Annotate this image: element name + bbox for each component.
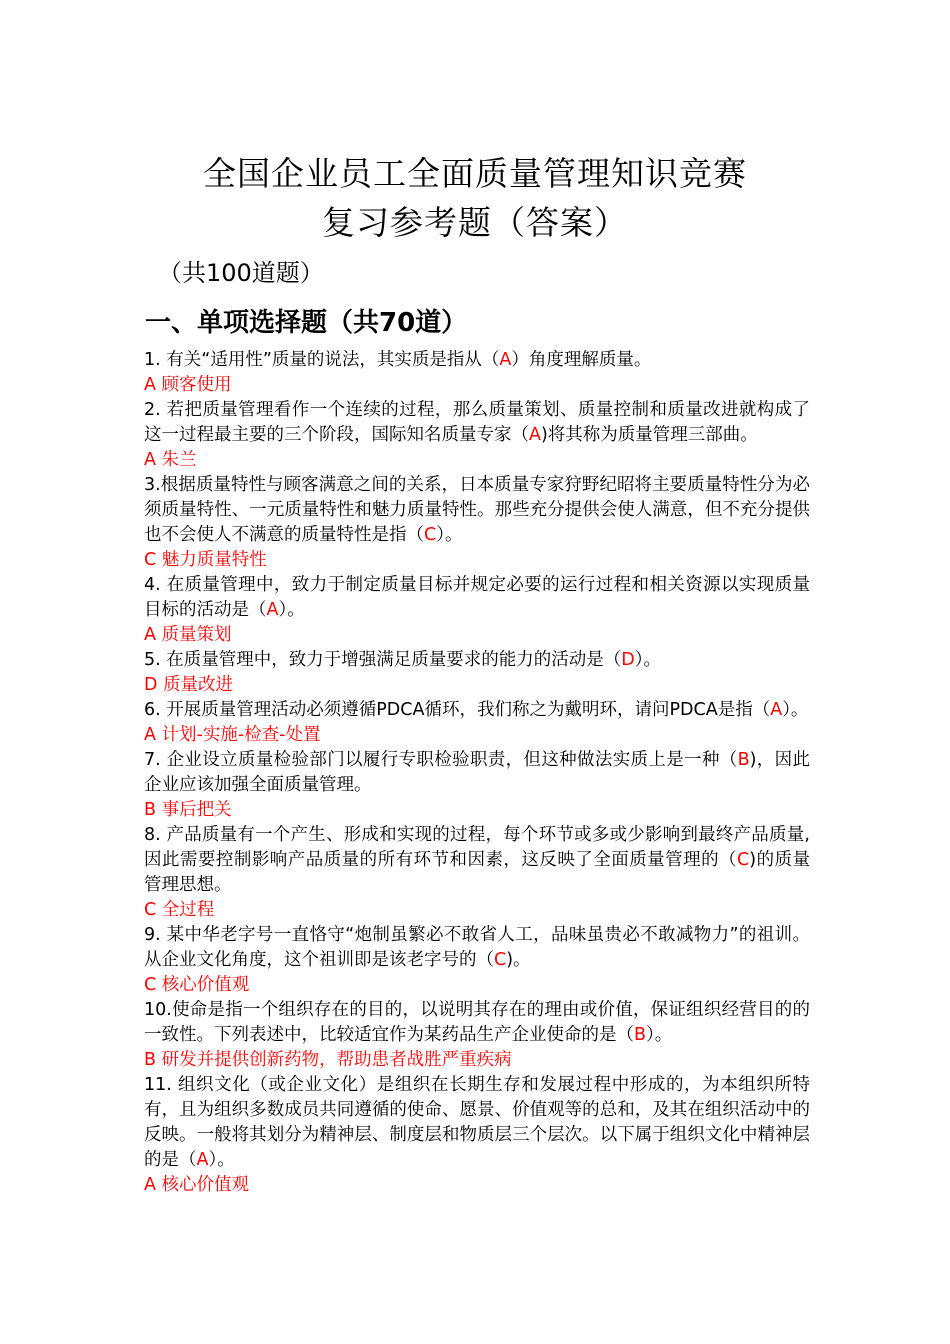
question-8: 8. 产品质量有一个产生、形成和实现的过程，每个环节或多或少影响到最终产品质量,因此需要控制影响产品质量的所有环节和因素，这反映了全面质量管理的（C)的质量管理思想。: [144, 825, 811, 895]
question-total: （共100道题）: [158, 259, 324, 287]
question-11: 11. 组织文化（或企业文化）是组织在长期生存和发展过程中形成的，为本组织所特有，且为组织多数成员共同遵循的使命、愿景、价值观等的总和，及其在组织活动中的反映。一般将其划分为精神层、制度层和物质层三个层次。以下属于组织文化中精神层的是（A）。: [144, 1075, 810, 1170]
answer-3: C 魅力质量特性: [144, 550, 267, 570]
answer-mark: A: [266, 600, 279, 620]
question-list: [144, 348, 810, 1198]
answer-5: D 质量改进: [144, 675, 234, 695]
answer-mark: B: [737, 750, 750, 770]
question-10: 10.使命是指一个组织存在的目的，以说明其存在的理由或价值，保证组织经营目的的一致性。下列表述中，比较适宜作为某药品生产企业使命的是（B）。: [144, 1000, 810, 1045]
answer-10: B 研发并提供创新药物，帮助患者战胜严重疾病: [144, 1050, 512, 1070]
question-5: 5. 在质量管理中，致力于增强满足质量要求的能力的活动是（D）。: [144, 650, 661, 670]
question-9: 9. 某中华老字号一直恪守“炮制虽繁必不敢省人工，品味虽贵必不敢减物力”的祖训。从企业文化角度，这个祖训即是该老字号的（C)。: [144, 925, 810, 970]
answer-mark: B: [634, 1025, 647, 1045]
answer-mark: C: [424, 525, 437, 545]
question-4: 4. 在质量管理中，致力于制定质量目标并规定必要的运行过程和相关资源以实现质量目标的活动是（A）。: [144, 575, 810, 620]
question-6: 6. 开展质量管理活动必须遵循PDCA循环，我们称之为戴明环，请问PDCA是指（A）。: [144, 700, 809, 720]
answer-2: A 朱兰: [144, 450, 197, 470]
question-2: 2. 若把质量管理看作一个连续的过程，那么质量策划、质量控制和质量改进就构成了这一过程最主要的三个阶段，国际知名质量专家（A)将其称为质量管理三部曲。: [144, 400, 810, 445]
answer-8: C 全过程: [144, 900, 215, 920]
question-3: 3.根据质量特性与顾客满意之间的关系，日本质量专家狩野纪昭将主要质量特性分为必须质量特性、一元质量特性和魅力质量特性。那些充分提供会使人满意，但不充分提供也不会使人不满意的质量特性是指（C）。: [144, 475, 810, 545]
answer-mark: D: [621, 650, 635, 670]
doc-title-line2: 复习参考题（答案）: [322, 203, 628, 242]
answer-1: A 顾客使用: [144, 375, 232, 395]
answer-mark: C: [494, 950, 507, 970]
answer-6: A 计划-实施-检查-处置: [144, 725, 321, 745]
answer-mark: A: [529, 425, 541, 445]
answer-mark: A: [196, 1150, 209, 1170]
answer-7: B 事后把关: [144, 800, 232, 820]
answer-mark: A: [499, 350, 512, 370]
answer-mark: C: [737, 850, 750, 870]
question-7: 7. 企业设立质量检验部门以履行专职检验职责，但这种做法实质上是一种（B)，因此企业应该加强全面质量管理。: [144, 750, 811, 795]
question-1: 1. 有关“适用性”质量的说法，其实质是指从（A）角度理解质量。: [144, 350, 652, 370]
answer-11: A 核心价值观: [144, 1175, 250, 1195]
answer-mark: A: [770, 700, 783, 720]
section-title: 一、单项选择题（共70道）: [145, 308, 468, 338]
answer-9: C 核心价值观: [144, 975, 250, 995]
answer-4: A 质量策划: [144, 625, 232, 645]
doc-title-line1: 全国企业员工全面质量管理知识竞赛: [203, 154, 747, 193]
